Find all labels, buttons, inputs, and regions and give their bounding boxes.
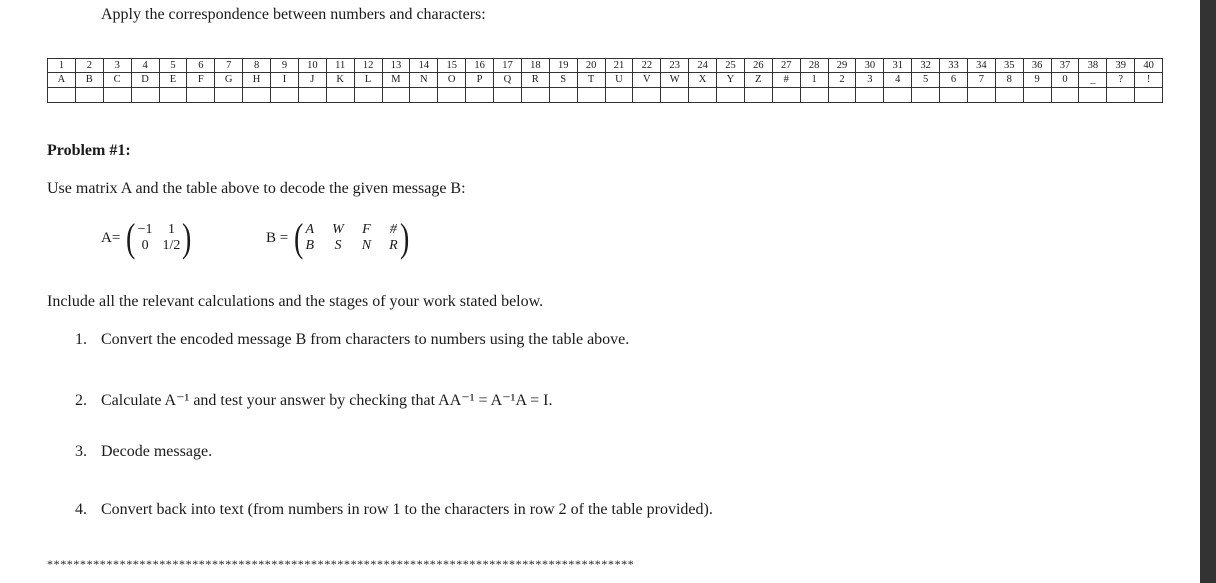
table-cell-character: 0 (1051, 73, 1079, 88)
table-cell-blank (605, 88, 633, 103)
left-paren: ( (126, 215, 136, 260)
table-cell-character: Q (494, 73, 522, 88)
table-cell-number: 21 (605, 59, 633, 73)
table-cell-number: 12 (354, 59, 382, 73)
table-cell-character: E (159, 73, 187, 88)
table-cell-character: K (326, 73, 354, 88)
table-cell-number: 17 (494, 59, 522, 73)
list-item (75, 390, 552, 410)
table-cell-number: 33 (940, 59, 968, 73)
table-cell-number: 20 (577, 59, 605, 73)
right-paren: ) (182, 215, 192, 260)
matrix-b-cell: S (334, 238, 342, 253)
table-row-characters (48, 73, 1163, 88)
table-row-numbers (48, 59, 1163, 73)
step-text: Convert the encoded message B from characters to numbers using the table above. (101, 331, 630, 348)
table-cell-character: H (243, 73, 271, 88)
table-cell-blank (75, 88, 103, 103)
table-cell-character: F (187, 73, 215, 88)
table-cell-character: _ (1079, 73, 1107, 88)
step-number: 4. (75, 501, 87, 518)
matrix-b-cell: R (389, 238, 398, 253)
step-text: Decode message. (101, 443, 213, 460)
table-cell-number: 30 (856, 59, 884, 73)
table-cell-number: 14 (410, 59, 438, 73)
list-item (75, 331, 629, 349)
table-cell-blank (549, 88, 577, 103)
table-cell-number: 4 (131, 59, 159, 73)
table-cell-number: 26 (744, 59, 772, 73)
matrix-b-cell: N (361, 238, 372, 253)
table-cell-character: 3 (856, 73, 884, 88)
table-cell-character: C (103, 73, 131, 88)
table-cell-character: G (215, 73, 243, 88)
table-cell-blank (661, 88, 689, 103)
table-cell-number: 18 (521, 59, 549, 73)
table-cell-blank (577, 88, 605, 103)
matrix-a-cell: −1 (137, 222, 153, 237)
step-number: 3. (75, 443, 87, 460)
table-cell-blank (215, 88, 243, 103)
table-cell-number: 35 (995, 59, 1023, 73)
matrix-b-label: B = (266, 229, 289, 246)
list-item (75, 501, 713, 519)
table-cell-blank (884, 88, 912, 103)
matrix-b-cell: W (332, 222, 344, 237)
table-cell-character: I (271, 73, 299, 88)
table-cell-number: 10 (298, 59, 326, 73)
table-cell-character: V (633, 73, 661, 88)
matrix-a-cells (138, 222, 181, 254)
table-cell-blank (382, 88, 410, 103)
table-cell-character: M (382, 73, 410, 88)
table-cell-blank (326, 88, 354, 103)
table-cell-number: 16 (466, 59, 494, 73)
table-cell-number: 29 (828, 59, 856, 73)
table-cell-blank (159, 88, 187, 103)
table-cell-character: 9 (1023, 73, 1051, 88)
table-cell-number: 32 (912, 59, 940, 73)
table-cell-number: 31 (884, 59, 912, 73)
problem-instruction: Use matrix A and the table above to decode the given message B: (47, 180, 466, 197)
table-cell-blank (912, 88, 940, 103)
table-cell-blank (410, 88, 438, 103)
table-cell-character: S (549, 73, 577, 88)
table-cell-number: 23 (661, 59, 689, 73)
table-cell-blank (48, 88, 76, 103)
table-cell-character: U (605, 73, 633, 88)
table-cell-blank (187, 88, 215, 103)
table-cell-character: 7 (967, 73, 995, 88)
table-cell-character: # (772, 73, 800, 88)
table-cell-blank (995, 88, 1023, 103)
table-cell-blank (103, 88, 131, 103)
left-paren: ( (294, 215, 304, 260)
table-cell-character: ! (1135, 73, 1163, 88)
table-cell-number: 25 (717, 59, 745, 73)
table-cell-character: J (298, 73, 326, 88)
table-cell-blank (633, 88, 661, 103)
table-cell-number: 3 (103, 59, 131, 73)
table-cell-blank (438, 88, 466, 103)
matrix-b-cell: # (389, 222, 397, 237)
table-cell-number: 13 (382, 59, 410, 73)
table-cell-number: 40 (1135, 59, 1163, 73)
matrix-b-cells (306, 222, 398, 254)
table-cell-blank (521, 88, 549, 103)
table-cell-number: 39 (1107, 59, 1135, 73)
matrix-b-cell: F (362, 222, 371, 237)
table-cell-character: 1 (800, 73, 828, 88)
table-cell-blank (717, 88, 745, 103)
correspondence-table (47, 58, 1163, 103)
table-cell-number: 38 (1079, 59, 1107, 73)
step-number: 1. (75, 331, 87, 348)
table-cell-blank (131, 88, 159, 103)
table-cell-number: 36 (1023, 59, 1051, 73)
table-cell-character: R (521, 73, 549, 88)
table-cell-number: 6 (187, 59, 215, 73)
step-text: Convert back into text (from numbers in row 1 to the characters in row 2 of the table provided). (101, 501, 713, 518)
table-cell-blank (800, 88, 828, 103)
table-cell-number: 1 (48, 59, 76, 73)
table-cell-character: P (466, 73, 494, 88)
table-cell-number: 37 (1051, 59, 1079, 73)
include-instruction: Include all the relevant calculations and the stages of your work stated below. (47, 293, 544, 310)
table-cell-number: 11 (326, 59, 354, 73)
table-cell-number: 2 (75, 59, 103, 73)
table-cell-character: T (577, 73, 605, 88)
table-cell-character: ? (1107, 73, 1135, 88)
matrix-a-cell: 1 (167, 222, 175, 237)
right-paren: ) (399, 215, 410, 260)
table-cell-blank (1135, 88, 1163, 103)
table-cell-character: 5 (912, 73, 940, 88)
matrix-b-cell: A (305, 222, 315, 237)
table-cell-character: Y (717, 73, 745, 88)
table-cell-blank (828, 88, 856, 103)
table-cell-blank (271, 88, 299, 103)
table-cell-number: 15 (438, 59, 466, 73)
table-cell-character: X (689, 73, 717, 88)
matrix-a-cell: 0 (141, 238, 149, 253)
list-item (75, 443, 212, 461)
table-cell-blank (1051, 88, 1079, 103)
table-cell-character: 6 (940, 73, 968, 88)
table-cell-number: 22 (633, 59, 661, 73)
table-cell-blank (1023, 88, 1051, 103)
table-cell-number: 9 (271, 59, 299, 73)
intro-text: Apply the correspondence between numbers and characters: (101, 6, 486, 23)
matrix-b (266, 215, 411, 260)
table-cell-number: 24 (689, 59, 717, 73)
table-cell-blank (494, 88, 522, 103)
table-cell-blank (940, 88, 968, 103)
table-cell-blank (856, 88, 884, 103)
table-cell-blank (744, 88, 772, 103)
scrollbar[interactable] (1200, 0, 1216, 583)
table-cell-number: 7 (215, 59, 243, 73)
table-cell-blank (354, 88, 382, 103)
table-cell-character: 2 (828, 73, 856, 88)
table-cell-number: 8 (243, 59, 271, 73)
table-cell-blank (967, 88, 995, 103)
table-cell-character: Z (744, 73, 772, 88)
table-cell-character: 4 (884, 73, 912, 88)
table-cell-character: N (410, 73, 438, 88)
table-cell-number: 34 (967, 59, 995, 73)
table-cell-character: L (354, 73, 382, 88)
matrix-a-cell: 1/2 (162, 238, 181, 253)
matrix-a-label: A= (101, 229, 121, 246)
table-row-blank (48, 88, 1163, 103)
table-cell-character: A (48, 73, 76, 88)
table-cell-blank (298, 88, 326, 103)
table-cell-blank (1079, 88, 1107, 103)
step-number: 2. (75, 392, 87, 409)
table-cell-blank (1107, 88, 1135, 103)
step-text: Calculate A⁻¹ and test your answer by checking that AA⁻¹ = A⁻¹A = I. (101, 392, 553, 409)
table-cell-number: 19 (549, 59, 577, 73)
table-cell-character: D (131, 73, 159, 88)
table-cell-character: B (75, 73, 103, 88)
table-cell-character: O (438, 73, 466, 88)
table-cell-number: 27 (772, 59, 800, 73)
table-cell-blank (772, 88, 800, 103)
matrix-a (101, 215, 194, 260)
matrix-b-cell: B (305, 238, 315, 253)
separator-line: ***************************************************************************************** (47, 557, 635, 571)
table-cell-blank (243, 88, 271, 103)
table-cell-character: 8 (995, 73, 1023, 88)
table-cell-blank (466, 88, 494, 103)
table-cell-character: W (661, 73, 689, 88)
table-cell-number: 28 (800, 59, 828, 73)
table-cell-number: 5 (159, 59, 187, 73)
table-cell-blank (689, 88, 717, 103)
problem-title: Problem #1: (47, 142, 131, 159)
